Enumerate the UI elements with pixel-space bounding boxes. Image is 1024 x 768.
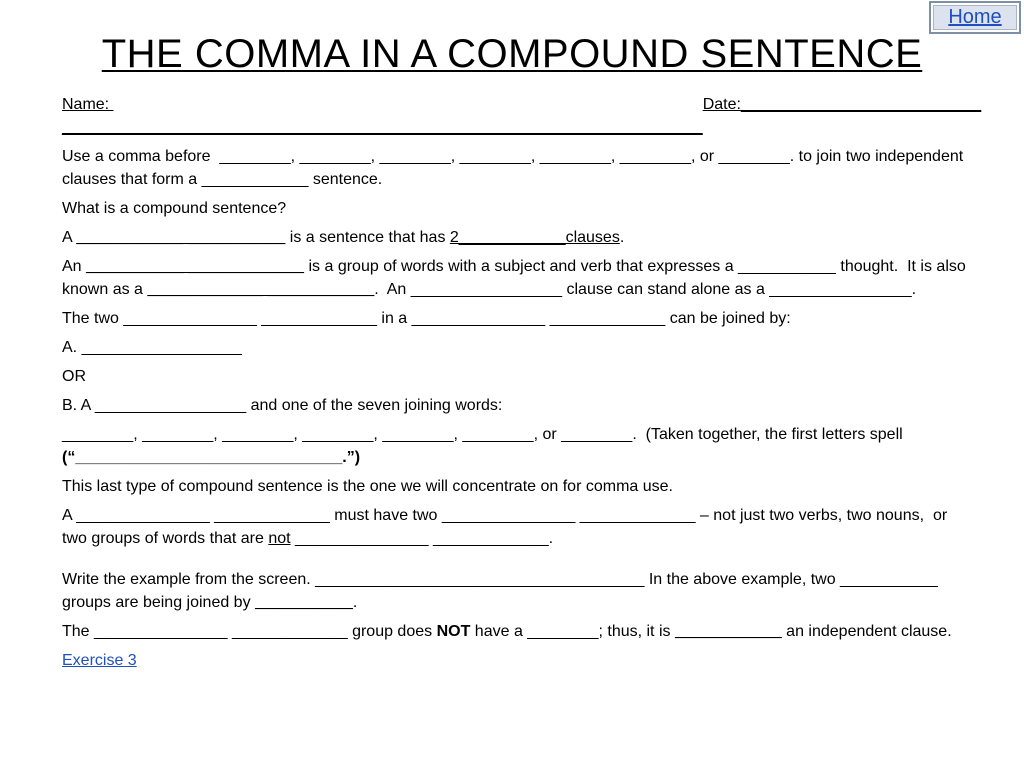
clause-definition: An ___________ _____________ is a group of words with a subject and verb that expresses a ___________ thought. It is also known as a _____________ ____________. An _________________ clause can stand alone as a ________________. <box>62 258 971 298</box>
option-b: B. A _________________ and one of the seven joining words: <box>62 397 503 414</box>
question-line: What is a compound sentence? <box>62 200 287 217</box>
name-field: Name: ________________________________________________________________________ <box>62 96 703 136</box>
name-date-row <box>62 93 982 139</box>
or-line: OR <box>62 368 86 385</box>
option-a: A. __________________ <box>62 339 242 356</box>
instruction-line-1: Use a comma before ________, ________, ________, ________, ________, ________, or ________. to join two independent clauses that form a ____________ sentence. <box>62 148 968 188</box>
date-field: Date:___________________________ <box>702 96 982 113</box>
joining-words-line: ________, ________, ________, ________, ________, ________, or ________. (Taken together, the first letters spell (“______________________________.”) <box>62 426 917 466</box>
page-title: THE COMMA IN A COMPOUND SENTENCE <box>101 32 923 76</box>
exercise-3-link[interactable]: Exercise 3 <box>62 652 137 669</box>
conclusion-line: The _______________ _____________ group does NOT have a ________; thus, it is ____________ an independent clause. <box>62 623 952 640</box>
focus-line: This last type of compound sentence is the one we will concentrate on for comma use. <box>62 478 673 495</box>
definition-line: A ____________ ___________ is a sentence that has 2____________clauses. <box>62 229 625 246</box>
example-line: Write the example from the screen. _____________________________________ In the above example, two ___________ groups are being joined by ___________. <box>62 571 943 611</box>
worksheet-body <box>62 93 982 678</box>
home-button[interactable]: Home <box>929 1 1021 34</box>
joining-line: The two _______________ _____________ in a _______________ _____________ can be joined by: <box>62 310 791 327</box>
requirement-line: A _______________ _____________ must have two _______________ _____________ – not just two verbs, two nouns, or two groups of words that are not _______________ _____________. <box>62 507 952 547</box>
